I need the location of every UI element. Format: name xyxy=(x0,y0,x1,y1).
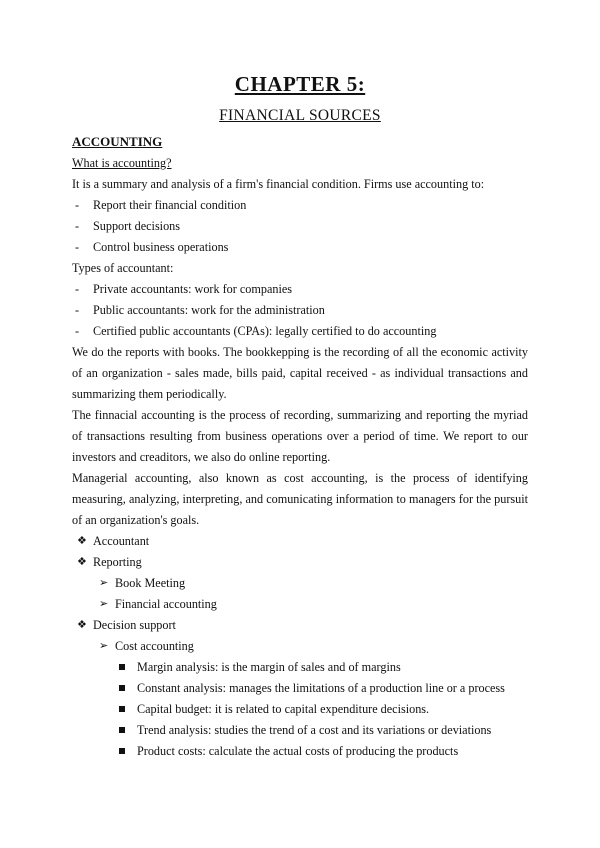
accounting-heading: ACCOUNTING xyxy=(72,134,163,149)
square-bullet-icon xyxy=(119,706,125,712)
dash-bullet: - xyxy=(75,324,80,338)
intro-text: It is a summary and analysis of a firm's financial condition. Firms use accounting to: xyxy=(72,177,485,191)
dash-bullet: - xyxy=(75,240,80,254)
paragraph-line: The finnacial accounting is the process of recording, summarizing and reporting the myriad xyxy=(72,408,528,422)
square-bullet-icon xyxy=(119,664,125,670)
diamond-bullet-icon: ❖ xyxy=(77,535,87,547)
outline-subsubitem: Capital budget: it is related to capital expenditure decisions. xyxy=(137,702,430,716)
diamond-bullet-icon: ❖ xyxy=(77,556,87,568)
chapter-title: CHAPTER 5: xyxy=(234,72,366,96)
arrow-bullet-icon: ➢ xyxy=(99,598,109,610)
outline-subitem: Cost accounting xyxy=(115,639,194,653)
paragraph-line: Managerial accounting, also known as cost accounting, is the process of identifying xyxy=(72,471,528,485)
outline-subsubitem: Trend analysis: studies the trend of a cost and its variations or deviations xyxy=(137,723,492,737)
paragraph-line: measuring, analyzing, interpreting, and comunicating information to managers for the pursuit xyxy=(72,492,528,506)
square-bullet-icon xyxy=(119,727,125,733)
outline-subsubitem: Product costs: calculate the actual costs of producing the products xyxy=(137,744,459,758)
dash-bullet: - xyxy=(75,282,80,296)
paragraph-line: We do the reports with books. The bookkepping is the recording of all the economic activity xyxy=(72,345,528,359)
dash-bullet: - xyxy=(75,198,80,212)
diamond-bullet-icon: ❖ xyxy=(77,619,87,631)
list-item: Report their financial condition xyxy=(93,198,247,212)
list-item: Public accountants: work for the administration xyxy=(93,303,325,317)
paragraph-line: of transactions resulting from business operations over a period of time. We report to our xyxy=(72,429,528,443)
section-title: FINANCIAL SOURCES xyxy=(219,107,381,124)
paragraph-line: investors and creaditors, we also do online reporting. xyxy=(72,450,331,464)
arrow-bullet-icon: ➢ xyxy=(99,640,109,652)
dash-bullet: - xyxy=(75,303,80,317)
list-item: Private accountants: work for companies xyxy=(93,282,292,296)
paragraph-line: of an organization's goals. xyxy=(72,513,200,527)
arrow-bullet-icon: ➢ xyxy=(99,577,109,589)
outline-subitem: Financial accounting xyxy=(115,597,217,611)
list-item: Control business operations xyxy=(93,240,229,254)
outline-item: Accountant xyxy=(93,534,150,548)
list-item: Support decisions xyxy=(93,219,181,233)
paragraph-line: of an organization - sales made, bills paid, capital received - as individual transactions and xyxy=(72,366,528,380)
question-heading: What is accounting? xyxy=(72,156,172,170)
outline-subitem: Book Meeting xyxy=(115,576,186,590)
square-bullet-icon xyxy=(119,685,125,691)
outline-subsubitem: Margin analysis: is the margin of sales and of margins xyxy=(137,660,401,674)
types-heading: Types of accountant: xyxy=(72,261,174,275)
list-item: Certified public accountants (CPAs): legally certified to do accounting xyxy=(93,324,437,338)
dash-bullet: - xyxy=(75,219,80,233)
outline-item: Reporting xyxy=(93,555,142,569)
outline-item: Decision support xyxy=(93,618,176,632)
paragraph-line: summarizing them periodically. xyxy=(72,387,227,401)
square-bullet-icon xyxy=(119,748,125,754)
outline-subsubitem: Constant analysis: manages the limitations of a production line or a process xyxy=(137,681,505,695)
